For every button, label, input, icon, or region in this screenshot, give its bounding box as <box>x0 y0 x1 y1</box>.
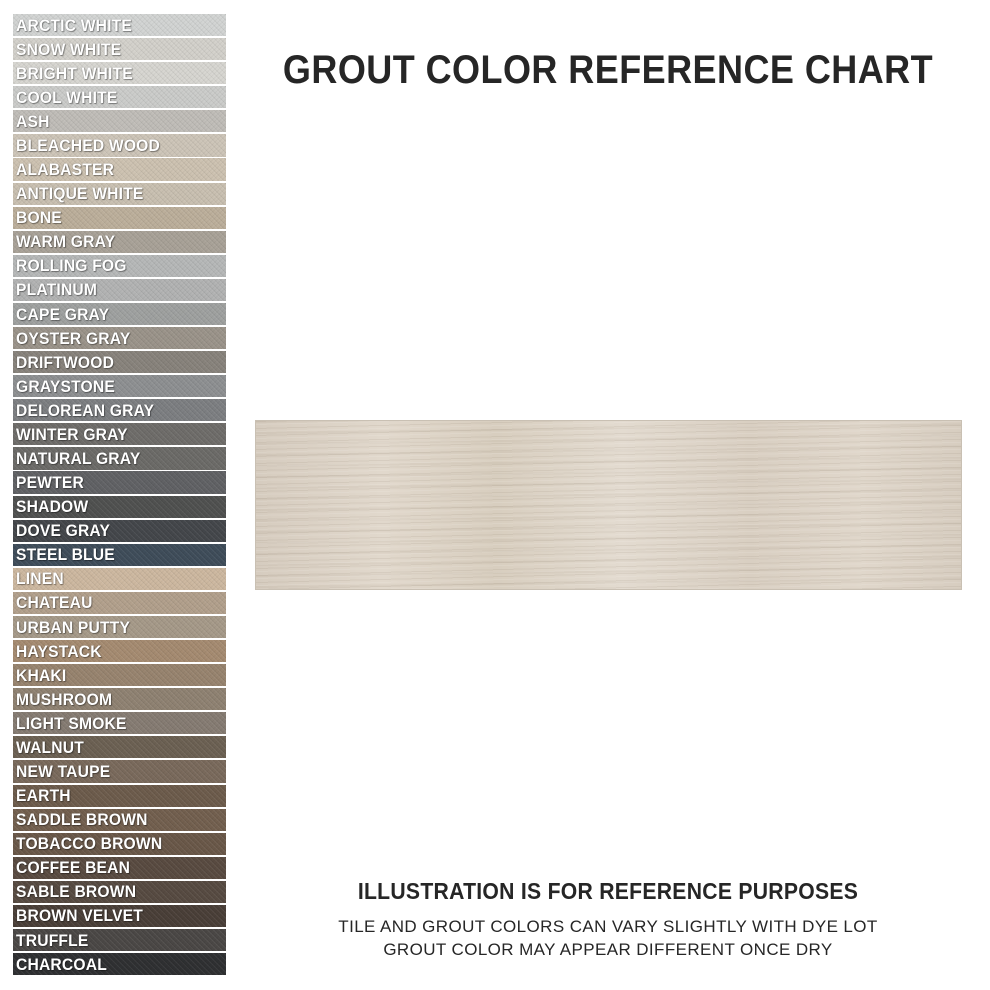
grout-swatch <box>13 423 226 445</box>
grout-swatch-label: BRIGHT WHITE <box>16 63 133 83</box>
grout-swatch-label: BROWN VELVET <box>16 906 144 926</box>
grout-swatch <box>13 688 226 710</box>
grout-swatch-label: BLEACHED WOOD <box>16 135 161 155</box>
grout-swatch <box>13 616 226 638</box>
disclaimer-heading: ILLUSTRATION IS FOR REFERENCE PURPOSES <box>357 878 859 904</box>
grout-swatch-label: NEW TAUPE <box>16 761 111 781</box>
grout-swatch-label: EARTH <box>16 786 71 806</box>
grout-swatch-label: LIGHT SMOKE <box>16 713 127 733</box>
grout-swatch <box>13 640 226 662</box>
grout-swatch-label: CAPE GRAY <box>16 304 110 324</box>
grout-swatch-label: SADDLE BROWN <box>16 810 148 830</box>
grout-swatch-list <box>13 14 226 977</box>
grout-swatch-label: WARM GRAY <box>16 232 116 252</box>
grout-swatch <box>13 809 226 831</box>
disclaimer-line-dye-lot: TILE AND GROUT COLORS CAN VARY SLIGHTLY WITH DYE LOT <box>338 917 878 936</box>
grout-swatch <box>13 14 226 36</box>
wood-tile-preview <box>255 420 962 590</box>
grout-swatch-label: SHADOW <box>16 497 89 517</box>
grout-swatch-label: SABLE BROWN <box>16 882 137 902</box>
grout-swatch <box>13 399 226 421</box>
grout-swatch <box>13 351 226 373</box>
grout-swatch <box>13 953 226 975</box>
grout-swatch <box>13 857 226 879</box>
grout-swatch-label: DRIFTWOOD <box>16 352 115 372</box>
grout-swatch <box>13 833 226 855</box>
chart-title: GROUT COLOR REFERENCE CHART <box>282 48 934 92</box>
grout-swatch <box>13 134 226 156</box>
grout-swatch <box>13 207 226 229</box>
grout-swatch <box>13 712 226 734</box>
grout-swatch <box>13 592 226 614</box>
grout-swatch <box>13 544 226 566</box>
grout-swatch-label: LINEN <box>16 569 64 589</box>
grout-swatch-label: STEEL BLUE <box>16 545 115 565</box>
grout-swatch-label: COFFEE BEAN <box>16 858 131 878</box>
grout-swatch-label: TOBACCO BROWN <box>16 834 163 854</box>
grout-swatch-label: ANTIQUE WHITE <box>16 184 144 204</box>
grout-swatch <box>13 38 226 60</box>
grout-swatch <box>13 760 226 782</box>
grout-swatch <box>13 158 226 180</box>
grout-swatch <box>13 736 226 758</box>
grout-swatch <box>13 664 226 686</box>
grout-swatch-label: WALNUT <box>16 737 85 757</box>
grout-swatch <box>13 881 226 903</box>
grout-swatch <box>13 375 226 397</box>
grout-swatch <box>13 279 226 301</box>
grout-swatch <box>13 255 226 277</box>
grout-swatch <box>13 327 226 349</box>
grout-swatch <box>13 62 226 84</box>
grout-swatch <box>13 929 226 951</box>
grout-swatch-label: GRAYSTONE <box>16 376 116 396</box>
grout-swatch <box>13 110 226 132</box>
grout-swatch-label: PLATINUM <box>16 280 98 300</box>
grout-swatch-label: WINTER GRAY <box>16 424 128 444</box>
grout-swatch-label: ARCTIC WHITE <box>16 15 133 35</box>
grout-swatch <box>13 496 226 518</box>
grout-swatch-label: ROLLING FOG <box>16 256 127 276</box>
grout-swatch-label: NATURAL GRAY <box>16 448 141 468</box>
grout-swatch <box>13 520 226 542</box>
grout-swatch-label: PEWTER <box>16 473 85 493</box>
grout-swatch <box>13 183 226 205</box>
grout-swatch-label: TRUFFLE <box>16 930 89 950</box>
grout-swatch-label: COOL WHITE <box>16 87 118 107</box>
grout-swatch-label: SNOW WHITE <box>16 39 122 59</box>
grout-swatch-label: CHARCOAL <box>16 954 107 974</box>
grout-swatch-label: URBAN PUTTY <box>16 617 131 637</box>
grout-swatch-label: DELOREAN GRAY <box>16 400 155 420</box>
grout-swatch-label: KHAKI <box>16 665 67 685</box>
grout-swatch-label: DOVE GRAY <box>16 521 111 541</box>
grout-swatch-label: ALABASTER <box>16 160 115 180</box>
grout-swatch-label: ASH <box>16 111 50 131</box>
grout-swatch <box>13 447 226 469</box>
grout-swatch <box>13 231 226 253</box>
disclaimer-line-dry: GROUT COLOR MAY APPEAR DIFFERENT ONCE DRY <box>383 940 833 959</box>
grout-swatch <box>13 568 226 590</box>
grout-swatch-label: MUSHROOM <box>16 689 113 709</box>
grout-swatch <box>13 86 226 108</box>
grout-swatch <box>13 471 226 493</box>
grout-swatch-label: OYSTER GRAY <box>16 328 131 348</box>
grout-swatch <box>13 785 226 807</box>
grout-swatch-label: CHATEAU <box>16 593 93 613</box>
grout-swatch <box>13 303 226 325</box>
grout-swatch <box>13 905 226 927</box>
grout-swatch-label: BONE <box>16 208 62 228</box>
grout-swatch-label: HAYSTACK <box>16 641 102 661</box>
